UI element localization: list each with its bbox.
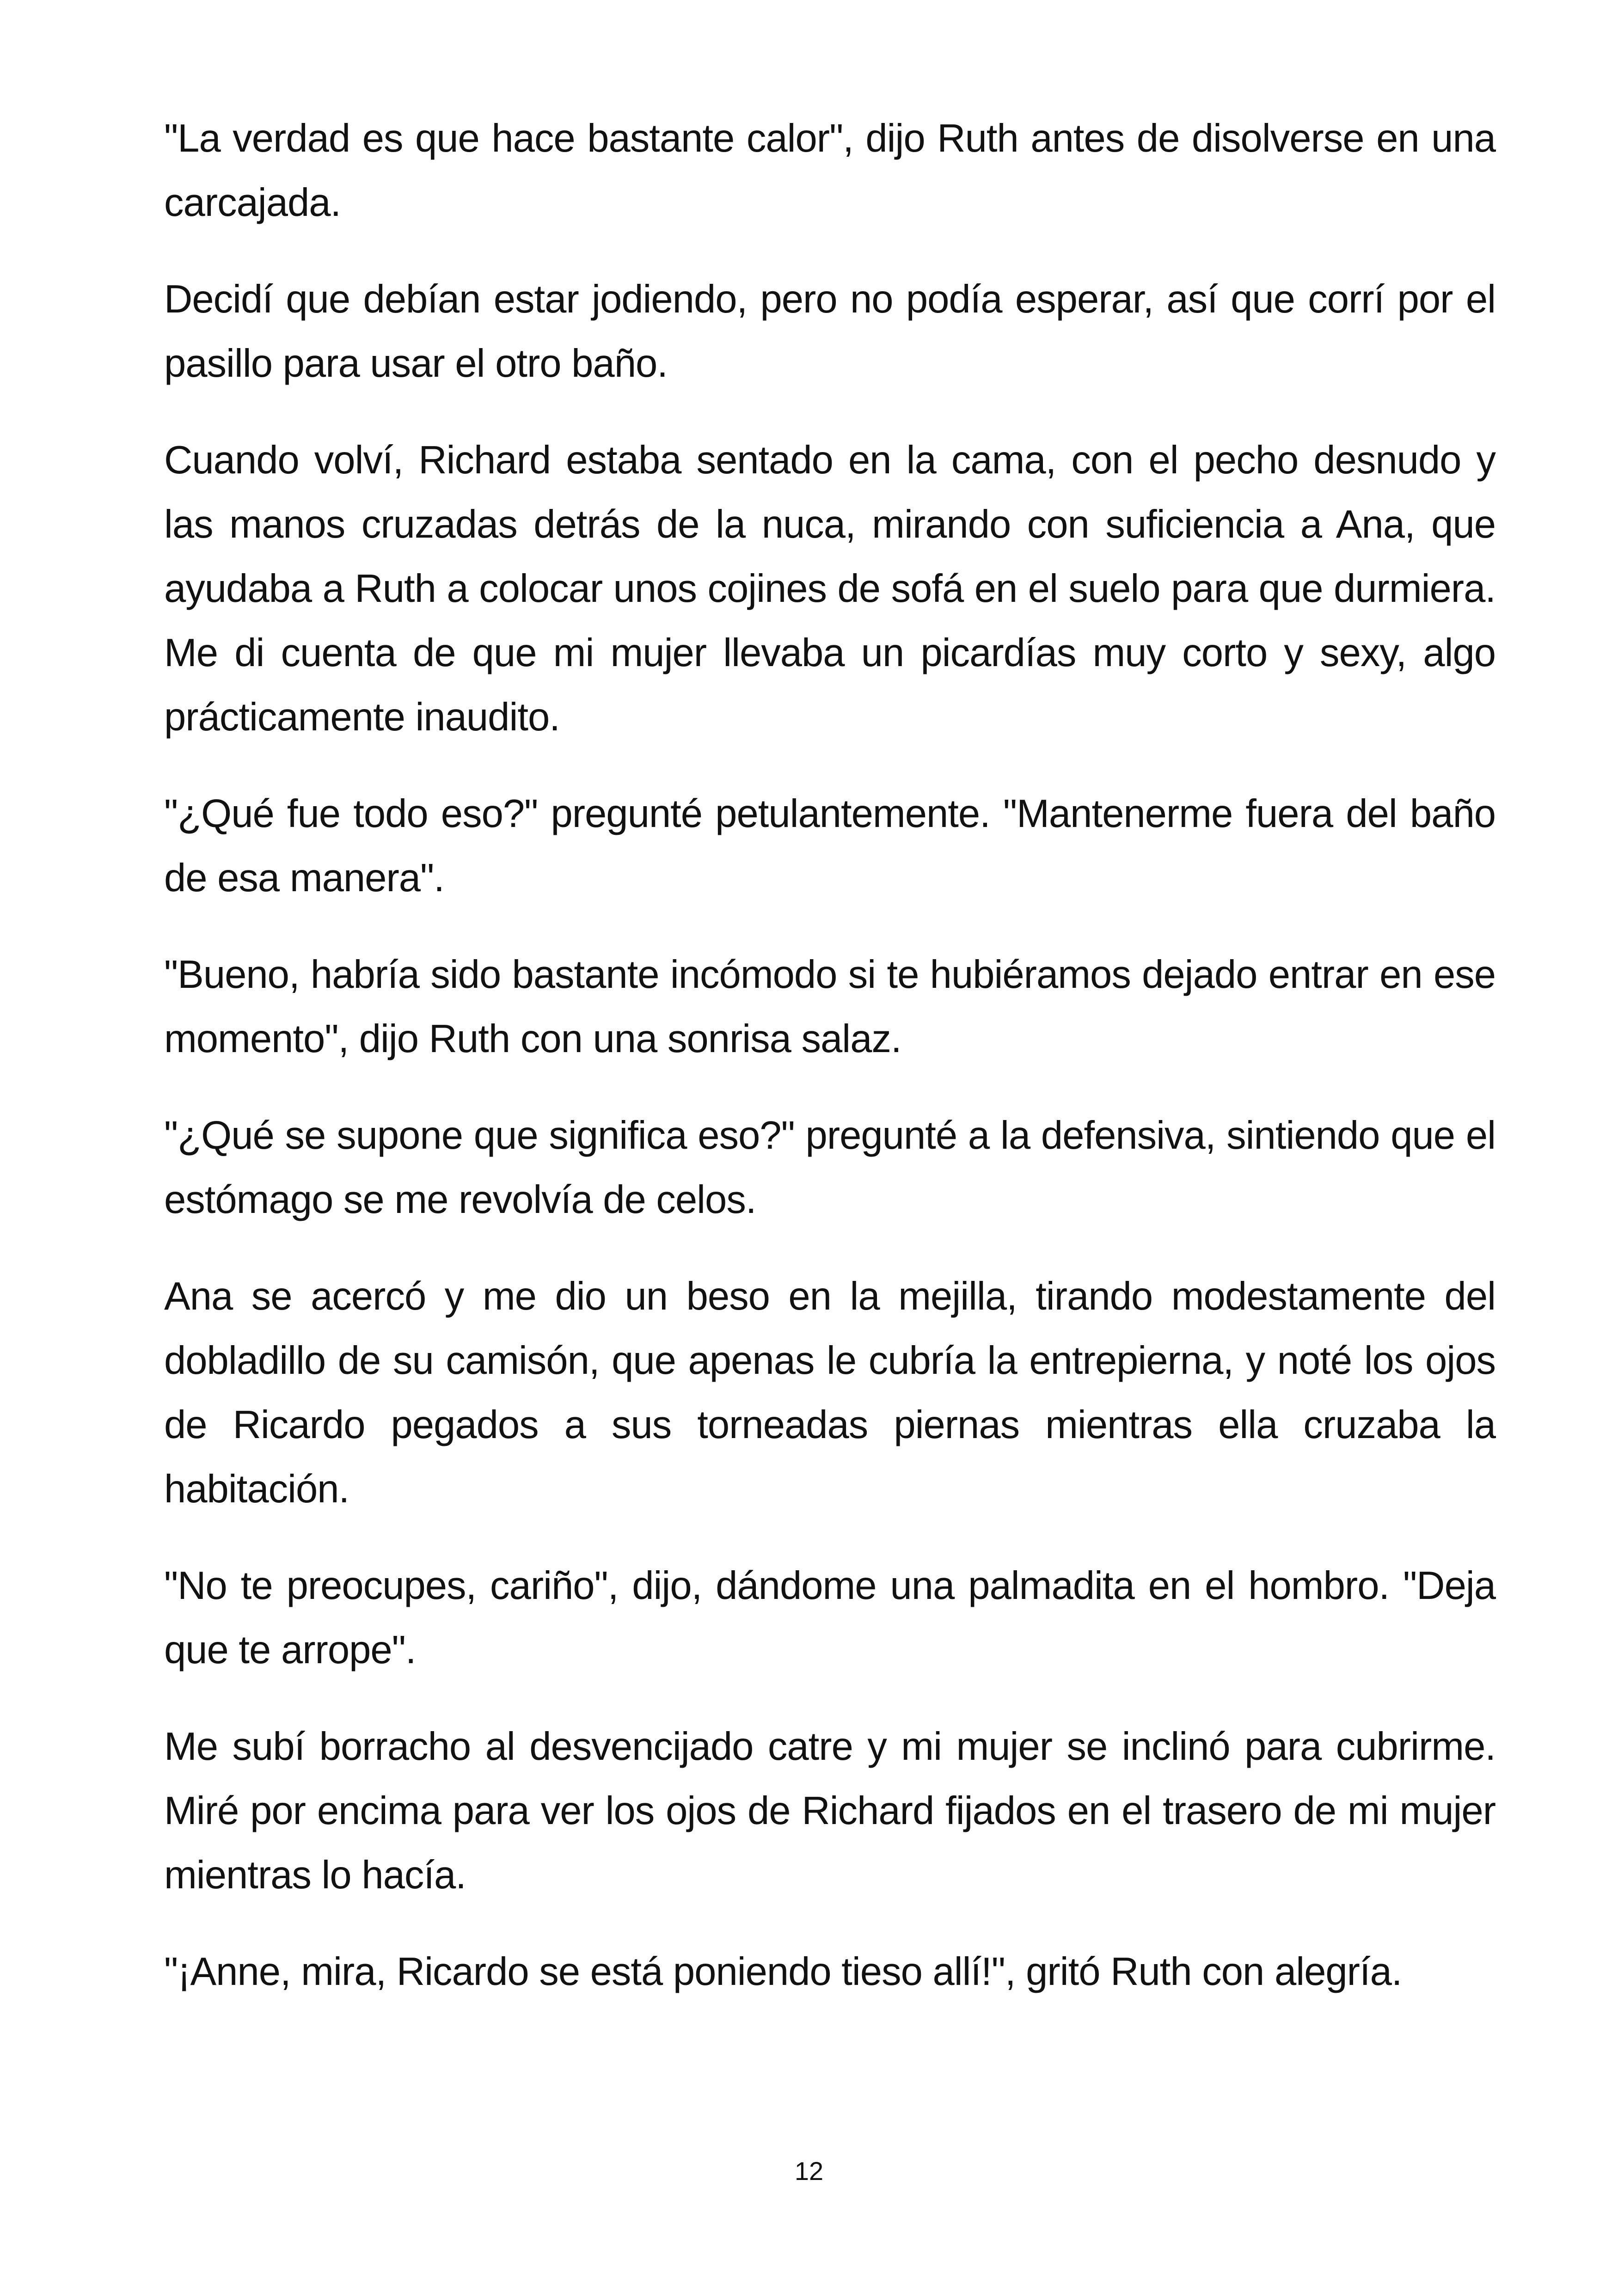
paragraph: Me subí borracho al desvencijado catre y mi mujer se inclinó para cubrirme. Miré por encima para ver los ojos de Richard fijados en el trasero de mi mujer mientras lo hacía. bbox=[164, 1725, 1495, 1897]
paragraph: "Bueno, habría sido bastante incómodo si te hubiéramos dejado entrar en ese momento", dijo Ruth con una sonrisa salaz. bbox=[164, 953, 1495, 1061]
paragraph: "¡Anne, mira, Ricardo se está poniendo tieso allí!", gritó Ruth con alegría. bbox=[164, 1950, 1402, 1994]
paragraph: "¿Qué fue todo eso?" pregunté petulantemente. "Mantenerme fuera del baño de esa manera". bbox=[164, 792, 1495, 900]
paragraph: Decidí que debían estar jodiendo, pero no podía esperar, así que corrí por el pasillo para usar el otro baño. bbox=[164, 277, 1495, 386]
paragraph: Cuando volví, Richard estaba sentado en la cama, con el pecho desnudo y las manos cruzadas detrás de la nuca, mirando con suficiencia a Ana, que ayudaba a Ruth a colocar unos cojines de sofá en el suelo para que durmiera. Me di cuenta de que mi mujer llevaba un picardías muy corto y sexy, algo prácticamente inaudito. bbox=[164, 438, 1495, 739]
paragraph: "La verdad es que hace bastante calor", dijo Ruth antes de disolverse en una carcajada. bbox=[164, 116, 1495, 225]
paragraph: Ana se acercó y me dio un beso en la mejilla, tirando modestamente del dobladillo de su camisón, que apenas le cubría la entrepierna, y noté los ojos de Ricardo pegados a sus torneadas piernas mientras ella cruzaba la habitación. bbox=[164, 1274, 1495, 1511]
paragraph: "No te preocupes, cariño", dijo, dándome una palmadita en el hombro. "Deja que te arrope". bbox=[164, 1564, 1495, 1672]
body-text bbox=[164, 106, 1495, 2036]
paragraph: "¿Qué se supone que significa eso?" pregunté a la defensiva, sintiendo que el estómago se me revolvía de celos. bbox=[164, 1114, 1495, 1222]
page-number: 12 bbox=[794, 2156, 824, 2186]
